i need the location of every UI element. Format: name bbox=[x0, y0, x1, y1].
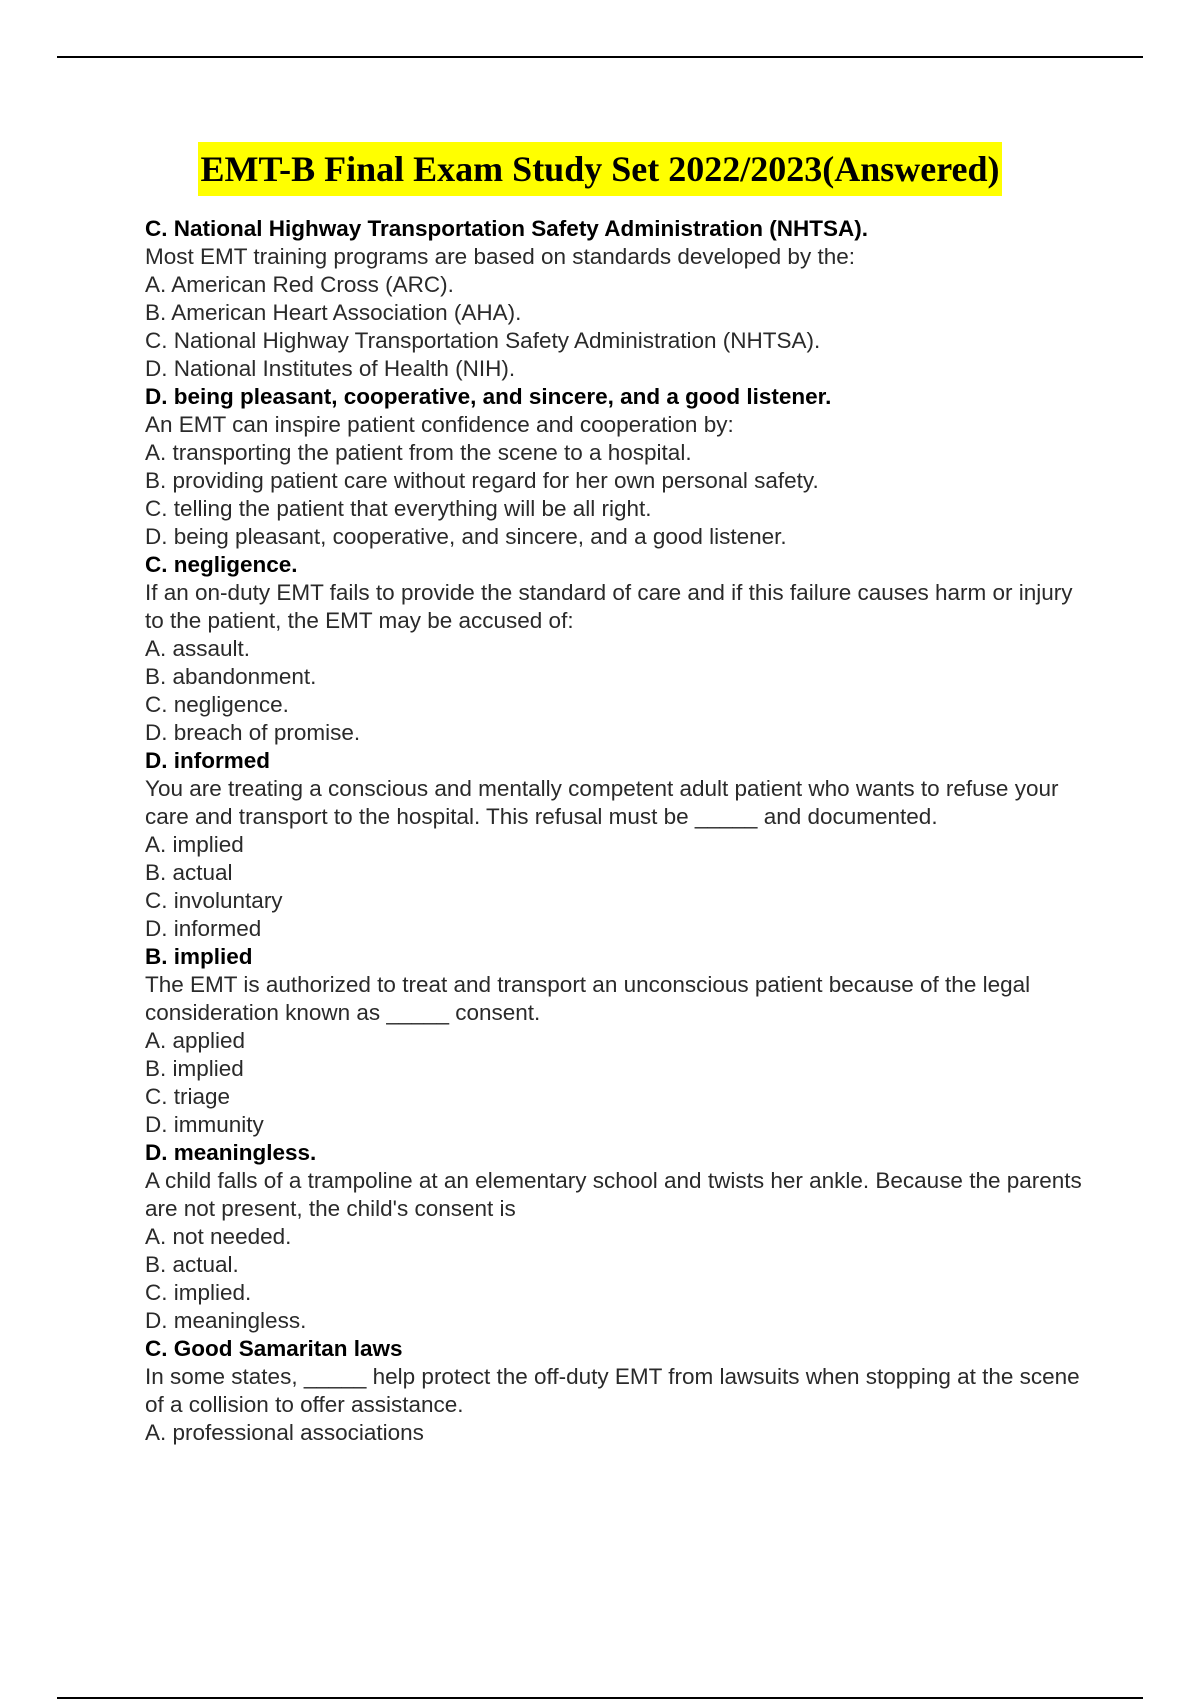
answer-option: A. assault. bbox=[145, 636, 251, 661]
answer-line: D. informed bbox=[145, 748, 271, 773]
answer-option: C. implied. bbox=[145, 1280, 252, 1305]
answer-option: A. not needed. bbox=[145, 1224, 292, 1249]
answer-option: B. providing patient care without regard for her own personal safety. bbox=[145, 468, 819, 493]
question-text: Most EMT training programs are based on standards developed by the: bbox=[145, 244, 855, 269]
answer-option: C. involuntary bbox=[145, 888, 283, 913]
answer-line: D. meaningless. bbox=[145, 1140, 317, 1165]
answer-option: C. National Highway Transportation Safety Administration (NHTSA). bbox=[145, 328, 821, 353]
flashcard bbox=[145, 383, 1095, 551]
answer-option: A. professional associations bbox=[145, 1420, 424, 1445]
flashcard bbox=[145, 747, 1095, 943]
answer-option: A. applied bbox=[145, 1028, 246, 1053]
answer-option: A. American Red Cross (ARC). bbox=[145, 272, 454, 297]
answer-option: B. American Heart Association (AHA). bbox=[145, 300, 522, 325]
answer-line: C. Good Samaritan laws bbox=[145, 1336, 403, 1361]
question-text: The EMT is authorized to treat and transport an unconscious patient because of the legal consideration known as _____ consent. bbox=[145, 972, 1031, 1025]
answer-option: D. informed bbox=[145, 916, 262, 941]
bottom-rule bbox=[57, 1697, 1143, 1699]
answer-option: D. immunity bbox=[145, 1112, 264, 1137]
question-text: An EMT can inspire patient confidence and cooperation by: bbox=[145, 412, 734, 437]
answer-option: D. being pleasant, cooperative, and sincere, and a good listener. bbox=[145, 524, 787, 549]
answer-option: A. transporting the patient from the scene to a hospital. bbox=[145, 440, 692, 465]
answer-option: C. triage bbox=[145, 1084, 231, 1109]
flashcard bbox=[145, 1335, 1095, 1447]
answer-option: C. telling the patient that everything will be all right. bbox=[145, 496, 652, 521]
flashcard bbox=[145, 215, 1095, 383]
flashcard bbox=[145, 1139, 1095, 1335]
question-text: A child falls of a trampoline at an elementary school and twists her ankle. Because the parents are not present, the child's consent is bbox=[145, 1168, 1082, 1221]
question-text: If an on-duty EMT fails to provide the standard of care and if this failure causes harm or injury to the patient, the EMT may be accused of: bbox=[145, 580, 1073, 633]
study-set-content bbox=[145, 215, 1095, 1447]
flashcard bbox=[145, 551, 1095, 747]
top-rule bbox=[57, 56, 1143, 58]
answer-line: D. being pleasant, cooperative, and sincere, and a good listener. bbox=[145, 384, 832, 409]
answer-line: C. negligence. bbox=[145, 552, 298, 577]
answer-option: B. actual bbox=[145, 860, 233, 885]
title-block bbox=[0, 142, 1200, 196]
flashcard bbox=[145, 943, 1095, 1139]
answer-option: A. implied bbox=[145, 832, 244, 857]
answer-option: B. implied bbox=[145, 1056, 244, 1081]
answer-line: C. National Highway Transportation Safety Administration (NHTSA). bbox=[145, 216, 868, 241]
answer-option: C. negligence. bbox=[145, 692, 289, 717]
answer-option: D. National Institutes of Health (NIH). bbox=[145, 356, 516, 381]
document-title: EMT-B Final Exam Study Set 2022/2023(Answered) bbox=[198, 142, 1001, 196]
question-text: You are treating a conscious and mentally competent adult patient who wants to refuse your care and transport to the hospital. This refusal must be _____ and documented. bbox=[145, 776, 1059, 829]
answer-option: D. meaningless. bbox=[145, 1308, 307, 1333]
question-text: In some states, _____ help protect the off-duty EMT from lawsuits when stopping at the scene of a collision to offer assistance. bbox=[145, 1364, 1080, 1417]
answer-line: B. implied bbox=[145, 944, 253, 969]
answer-option: B. actual. bbox=[145, 1252, 239, 1277]
answer-option: D. breach of promise. bbox=[145, 720, 361, 745]
answer-option: B. abandonment. bbox=[145, 664, 317, 689]
